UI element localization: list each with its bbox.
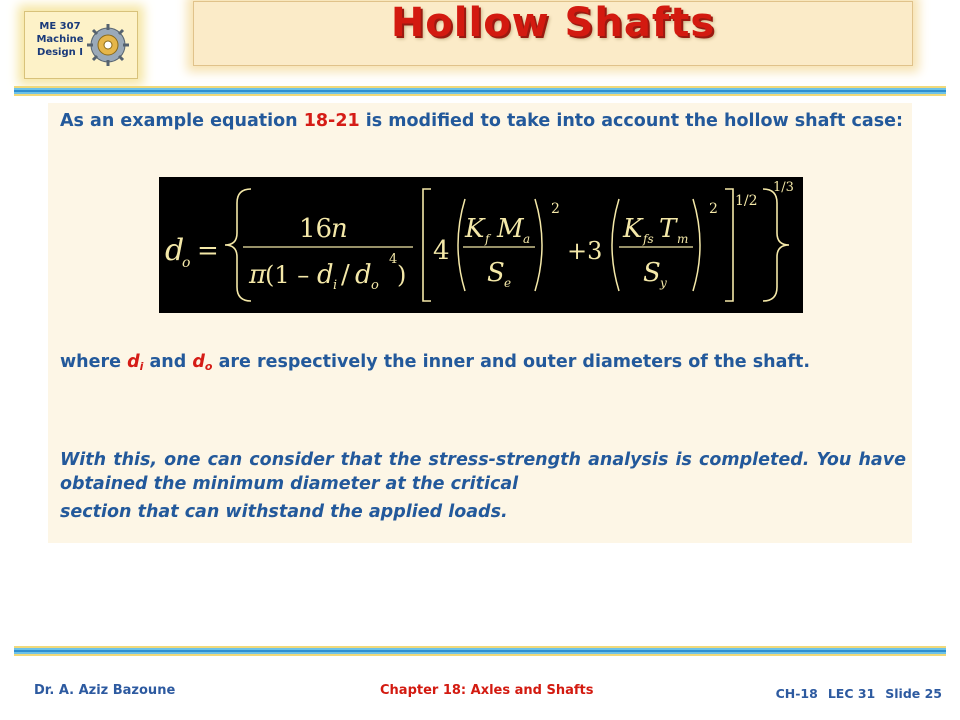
definition-paragraph [60,350,906,379]
eq-se-sub: e [504,276,512,290]
conclusion-paragraph [60,448,906,496]
eq-third: 1/3 [773,180,794,195]
title-banner [193,1,913,66]
definition-rest: are respectively the inner and outer diameters of the shaft. [218,352,811,372]
eq-num-16: 16 [299,214,333,244]
gear-icon [85,21,131,69]
eq-sy-sub: y [660,276,667,290]
eq-tm-sub: m [677,232,689,246]
eq-lhs-sub: o [182,255,191,271]
conclusion-main: With this, one can consider that the stress-strength analysis is completed. You have obtained the minimum diameter at the critical [60,450,906,494]
intro-text-start: As an example equation [60,111,304,131]
eq-se: S [487,258,505,288]
course-badge [24,11,138,79]
course-name-line1: Machine [36,34,84,45]
eq-ma-sub: a [523,232,531,246]
course-code: ME 307 [39,21,81,32]
footer-chapter: Chapter 18: Axles and Shafts [380,683,594,698]
eq-do: d [355,260,372,290]
eq-equals: = [197,236,219,266]
course-label [31,20,89,59]
footer-slide-info [766,686,942,701]
hollow-shaft-equation [159,177,803,313]
eq-pow4: 4 [389,252,398,267]
eq-sq1: 2 [551,201,560,217]
eq-di: d [317,260,334,290]
eq-tm: T [659,214,677,244]
where-word: where [60,352,121,372]
bottom-divider [14,646,946,656]
conclusion-end: section that can withstand the applied loads. [60,502,508,522]
page-title: Hollow Shafts [390,0,716,46]
eq-ma: M [497,214,524,244]
eq-pi: π [249,260,267,290]
eq-di-sub: i [333,278,338,293]
intro-paragraph [60,109,906,133]
outer-diameter-symbol [192,352,212,372]
do-letter: d [192,352,205,372]
eq-do-sub: o [371,278,379,293]
eq-slash: / [341,260,350,290]
eq-kfs-sub: fs [643,232,654,246]
eq-half: 1/2 [735,193,758,209]
conclusion-last-line [60,500,906,524]
eq-lhs-d: d [165,233,185,268]
eq-one-minus: (1 – [265,261,310,289]
eq-plus3: +3 [567,237,603,265]
eq-close-paren: ) [397,261,407,289]
footer-author: Dr. A. Aziz Bazoune [34,683,176,698]
footer-lec: LEC 31 [827,686,876,701]
footer-slide-number: Slide 25 [885,686,942,701]
eq-num-n: n [331,214,348,244]
intro-text-end: is modified to take into account the hollow shaft case: [359,111,903,131]
course-name-line2: Design I [37,47,83,58]
content-panel [48,103,912,543]
and-word: and [149,352,187,372]
eq-kfs: K [623,214,643,244]
do-subscript: o [204,360,213,373]
equation-reference: 18-21 [303,111,360,131]
di-subscript: i [139,360,144,373]
inner-diameter-symbol [127,352,143,372]
eq-kf-sub: f [485,232,490,246]
eq-sq2: 2 [709,201,718,217]
eq-sy: S [643,258,661,288]
footer-ch: CH-18 [775,686,818,701]
eq-four: 4 [433,236,450,266]
eq-kf: K [465,214,485,244]
top-divider [14,86,946,96]
di-letter: d [127,352,140,372]
